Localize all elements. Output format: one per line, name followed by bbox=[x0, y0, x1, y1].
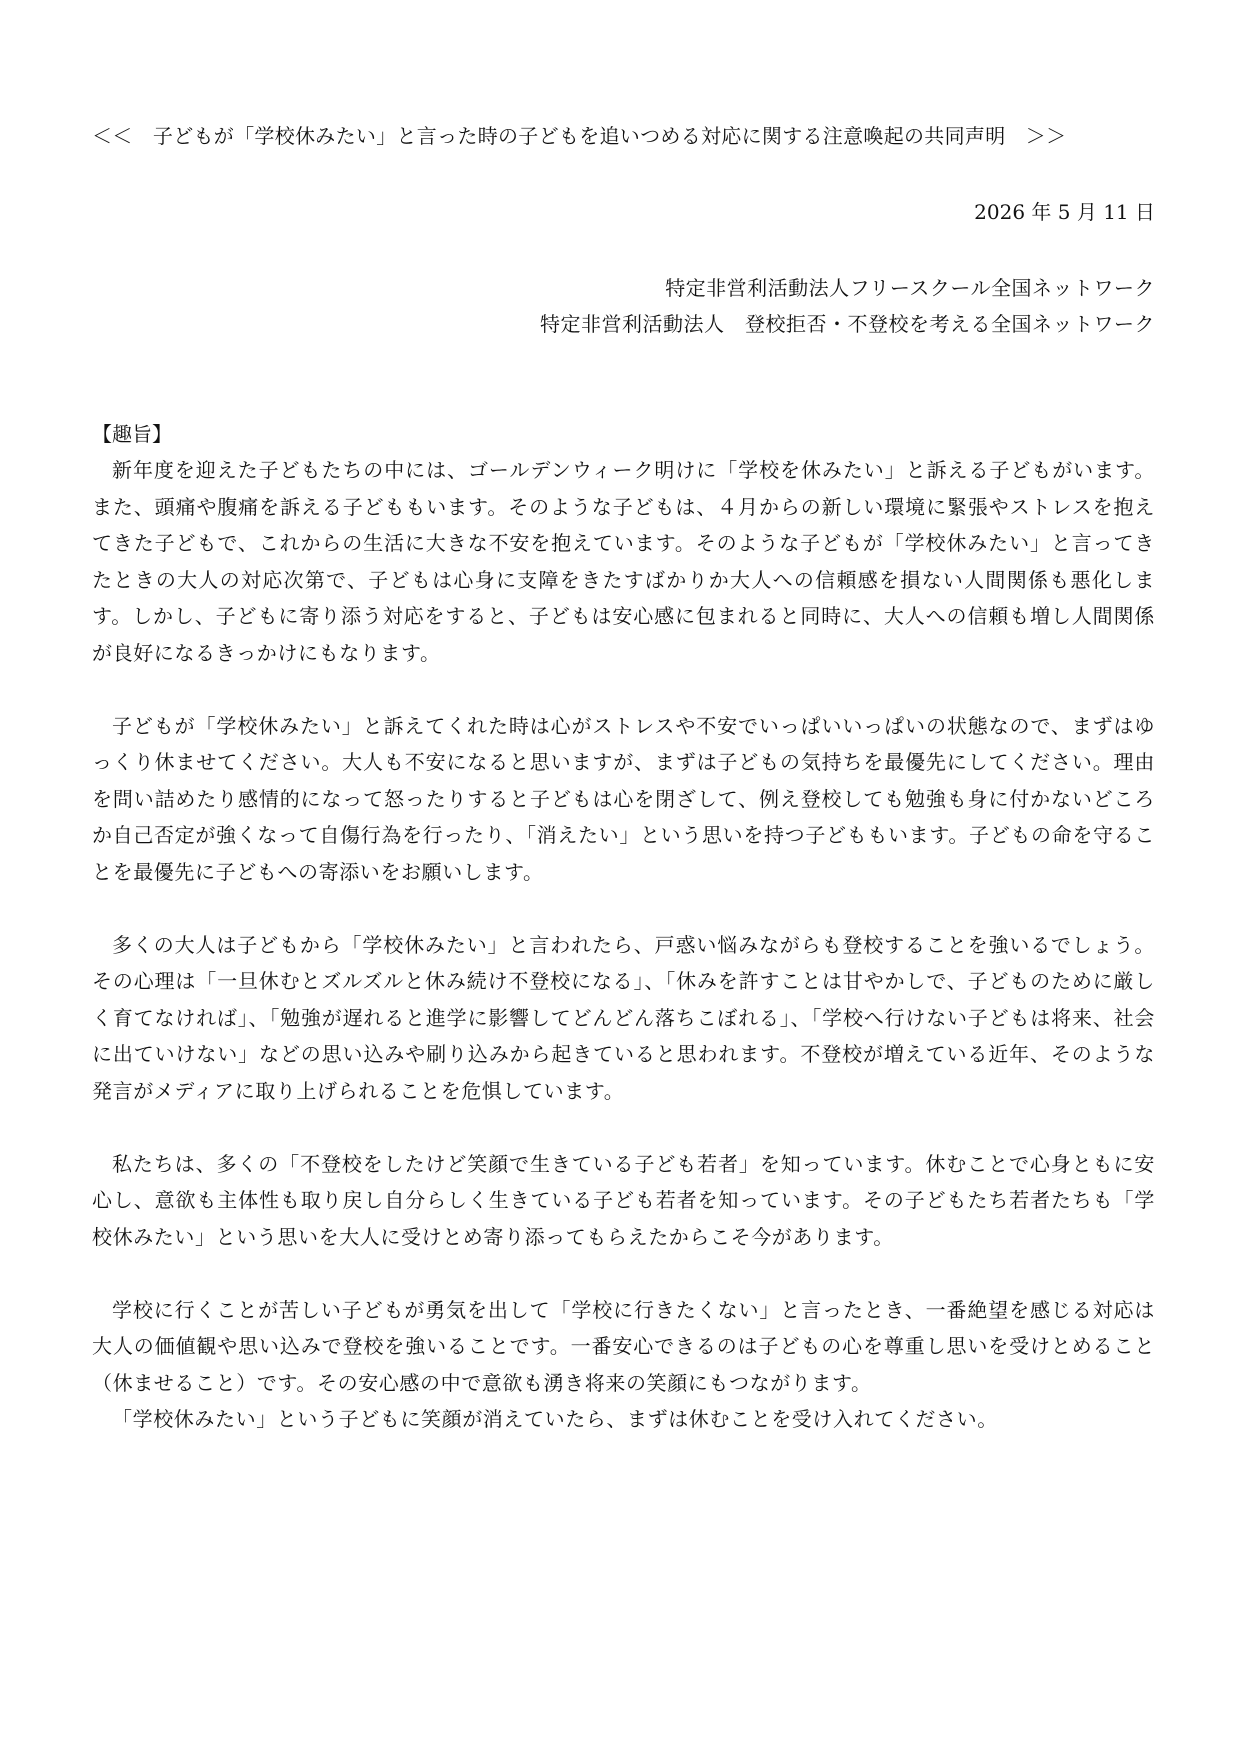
document-body bbox=[92, 452, 1155, 1438]
paragraph: 多くの大人は子どもから「学校休みたい」と言われたら、戸惑い悩みながらも登校することを強いるでしょう。その心理は「一旦休むとズルズルと休み続け不登校になる」、「休みを許すことは甘やかしで、子どものために厳しく育てなければ」、「勉強が遅れると進学に影響してどんどん落ちこぼれる」、「学校へ行けない子どもは将来、社会に出ていけない」などの思い込みや刷り込みから起きていると思われます。不登校が増えている近年、そのような発言がメディアに取り上げられることを危惧しています。 bbox=[92, 932, 1155, 1103]
organization-name: 特定非営利活動法人フリースクール全国ネットワーク bbox=[665, 276, 1155, 300]
organization-name: 特定非営利活動法人 登校拒否・不登校を考える全国ネットワーク bbox=[540, 312, 1155, 336]
paragraph: 私たちは、多くの「不登校をしたけど笑顔で生きている子ども若者」を知っています。休むことで心身ともに安心し、意欲も主体性も取り戻し自分らしく生きている子ども若者を知っています。その子どもたち若者たちも「学校休みたい」という思いを大人に受けとめ寄り添ってもらえたからこそ今があります。 bbox=[92, 1151, 1155, 1249]
section-heading: 【趣旨】 bbox=[92, 422, 172, 446]
organization-list bbox=[540, 270, 1155, 342]
paragraph: 学校に行くことが苦しい子どもが勇気を出して「学校に行きたくない」と言ったとき、一番絶望を感じる対応は大人の価値観や思い込みで登校を強いることです。一番安心できるのは子どもの心を尊重し思いを受けとめること（休ませること）です。その安心感の中で意欲も湧き将来の笑顔にもつながります。 bbox=[92, 1297, 1155, 1395]
paragraph: 「学校休みたい」という子どもに笑顔が消えていたら、まずは休むことを受け入れてください。 bbox=[112, 1407, 998, 1431]
document-date: 2026 年 5 月 11 日 bbox=[974, 200, 1155, 224]
document-title: ＜＜ 子どもが「学校休みたい」と言った時の子どもを追いつめる対応に関する注意喚起の共同声明 ＞＞ bbox=[92, 124, 1067, 148]
paragraph: 新年度を迎えた子どもたちの中には、ゴールデンウィーク明けに「学校を休みたい」と訴える子どもがいます。また、頭痛や腹痛を訴える子どももいます。そのような子どもは、４月からの新しい環境に緊張やストレスを抱えてきた子どもで、これからの生活に大きな不安を抱えています。そのような子どもが「学校休みたい」と言ってきたときの大人の対応次第で、子どもは心身に支障をきたすばかりか大人への信頼感を損ない人間関係も悪化します。しかし、子どもに寄り添う対応をすると、子どもは安心感に包まれると同時に、大人への信頼も増し人間関係が良好になるきっかけにもなります。 bbox=[92, 458, 1155, 665]
paragraph: 子どもが「学校休みたい」と訴えてくれた時は心がストレスや不安でいっぱいいっぱいの状態なので、まずはゆっくり休ませてください。大人も不安になると思いますが、まずは子どもの気持ちを最優先にしてください。理由を問い詰めたり感情的になって怒ったりすると子どもは心を閉ざして、例え登校しても勉強も身に付かないどころか自己否定が強くなって自傷行為を行ったり、「消えたい」という思いを持つ子どももいます。子どもの命を守ることを最優先に子どもへの寄添いをお願いします。 bbox=[92, 713, 1155, 884]
